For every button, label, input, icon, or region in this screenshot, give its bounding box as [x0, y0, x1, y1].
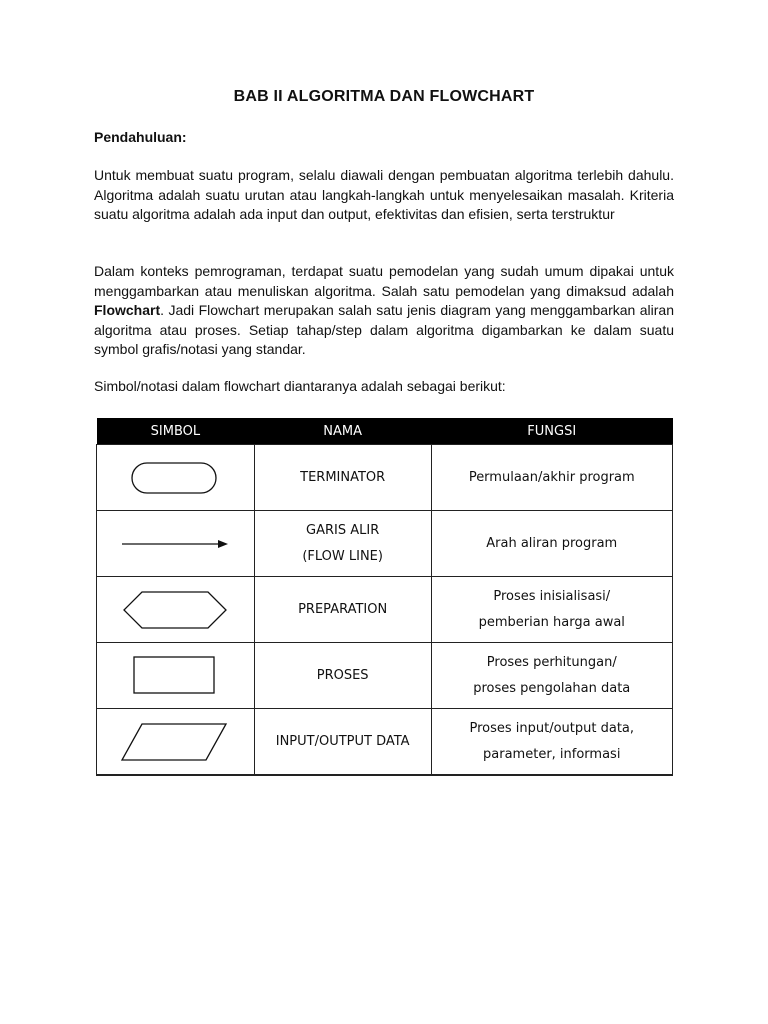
nama-cell — [254, 445, 431, 511]
fungsi-cell — [431, 445, 673, 511]
nama-cell — [254, 643, 431, 709]
nama-text: TERMINATOR — [300, 469, 386, 485]
table-row — [97, 709, 673, 776]
table-row — [97, 445, 673, 511]
table-row — [97, 643, 673, 709]
nama-text: PREPARATION — [298, 601, 388, 617]
paragraph-flowchart — [94, 262, 674, 360]
fungsi-cell — [431, 643, 673, 709]
paragraph-flowchart-end: . Jadi Flowchart merupakan salah satu jenis diagram yang menggambarkan aliran algoritma atau proses. Setiap tahap/step dalam algoritma digambarkan ke dalam suatu symbol grafis/notasi yang standar. — [94, 302, 674, 357]
preparation-hexagon-icon — [122, 590, 228, 630]
paragraph-flowchart-start: Dalam konteks pemrograman, terdapat suatu pemodelan yang sudah umum dipakai untuk menggambarkan atau menuliskan algoritma. Salah satu pemodelan yang dimaksud adalah — [94, 263, 674, 299]
flow-line-arrow-icon — [120, 536, 230, 552]
header-simbol: SIMBOL — [97, 418, 255, 445]
nama-cell — [254, 577, 431, 643]
nama-text: PROSES — [316, 667, 369, 683]
nama-text: INPUT/OUTPUT DATA — [275, 733, 410, 749]
table-row — [97, 511, 673, 577]
input-output-parallelogram-icon — [120, 722, 230, 762]
page-title: BAB II ALGORITMA DAN FLOWCHART — [233, 88, 535, 105]
symbol-cell — [97, 577, 255, 643]
fungsi-text: Proses perhitungan/ — [486, 654, 617, 670]
fungsi-cell — [431, 577, 673, 643]
symbol-table — [96, 418, 673, 776]
nama-text: GARIS ALIR — [306, 522, 380, 538]
symbol-cell — [97, 511, 255, 577]
nama-cell — [254, 511, 431, 577]
paragraph-intro: Untuk membuat suatu program, selalu diawali dengan pembuatan algoritma terlebih dahulu. Algoritma adalah suatu urutan atau langkah-langkah untuk menyelesaikan masalah. Kriteria suatu algoritma adalah ada input dan output, efektivitas dan efisien, serta terstruktur — [94, 167, 674, 222]
paragraph-symbols-intro: Simbol/notasi dalam flowchart diantaranya adalah sebagai berikut: — [94, 378, 506, 394]
header-fungsi: FUNGSI — [431, 418, 673, 445]
fungsi-text-2: parameter, informasi — [483, 746, 621, 762]
fungsi-cell — [431, 709, 673, 776]
nama-cell — [254, 709, 431, 776]
fungsi-cell — [431, 511, 673, 577]
table-header-row — [97, 418, 673, 445]
symbol-cell — [97, 643, 255, 709]
nama-text-2: (FLOW LINE) — [302, 548, 383, 564]
symbol-cell — [97, 445, 255, 511]
section-heading: Pendahuluan: — [94, 129, 187, 145]
fungsi-text-2: pemberian harga awal — [478, 614, 625, 630]
fungsi-text: Arah aliran program — [486, 535, 618, 551]
fungsi-text: Permulaan/akhir program — [468, 469, 635, 485]
table-row — [97, 577, 673, 643]
header-nama: NAMA — [254, 418, 431, 445]
fungsi-text: Proses inisialisasi/ — [493, 588, 611, 604]
fungsi-text: Proses input/output data, — [469, 720, 635, 736]
terminator-symbol-icon — [130, 461, 220, 495]
fungsi-text-2: proses pengolahan data — [473, 680, 631, 696]
flowchart-term: Flowchart — [94, 302, 161, 318]
symbol-cell — [97, 709, 255, 776]
process-rectangle-icon — [132, 655, 218, 697]
